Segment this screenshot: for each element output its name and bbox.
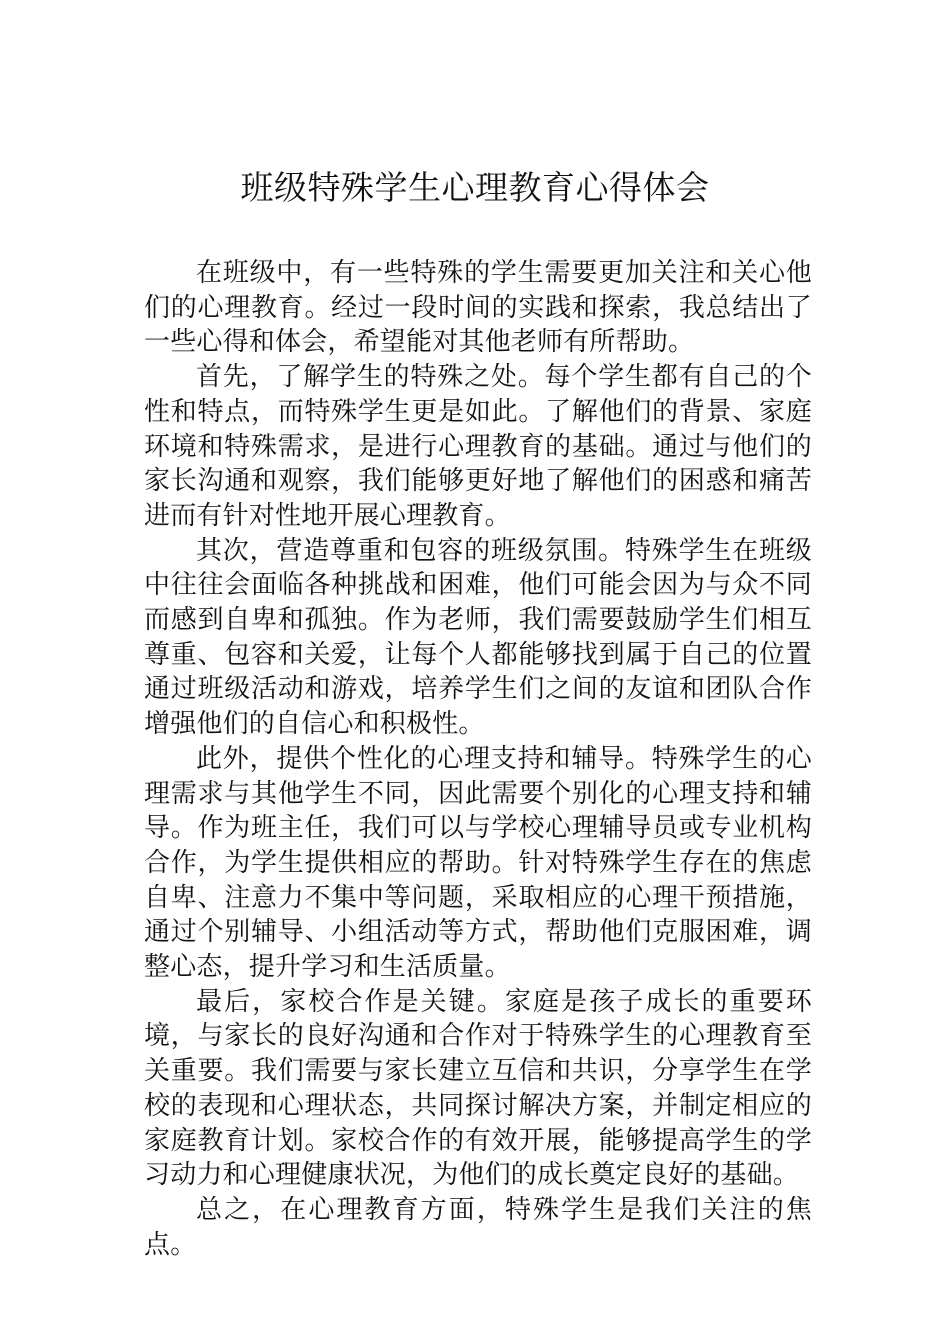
paragraph-fourth: 最后，家校合作是关键。家庭是孩子成长的重要环境，与家长的良好沟通和合作对于特殊学生的心理教育至关重要。我们需要与家长建立互信和共识，分享学生在学校的表现和心理状态，共同探讨解决方案，并制定相应的家庭教育计划。家校合作的有效开展，能够提高学生的学习动力和心理健康状况，为他们的成长奠定良好的基础。	[144, 986, 812, 1191]
paragraph-conclusion: 总之，在心理教育方面，特殊学生是我们关注的焦点。	[144, 1194, 812, 1260]
document-title: 班级特殊学生心理教育心得体会	[240, 168, 710, 207]
paragraph-intro: 在班级中，有一些特殊的学生需要更加关注和关心他们的心理教育。经过一段时间的实践和探索，我总结出了一些心得和体会，希望能对其他老师有所帮助。	[144, 258, 812, 358]
document-body	[144, 256, 812, 1262]
paragraph-second: 其次，营造尊重和包容的班级氛围。特殊学生在班级中往往会面临各种挑战和困难，他们可能会因为与众不同而感到自卑和孤独。作为老师，我们需要鼓励学生们相互尊重、包容和关爱，让每个人都能够找到属于自己的位置通过班级活动和游戏，培养学生们之间的友谊和团队合作增强他们的自信心和积极性。	[144, 535, 812, 740]
paragraph-third: 此外，提供个性化的心理支持和辅导。特殊学生的心理需求与其他学生不同，因此需要个别化的心理支持和辅导。作为班主任，我们可以与学校心理辅导员或专业机构合作，为学生提供相应的帮助。针对特殊学生存在的焦虑自卑、注意力不集中等问题，采取相应的心理干预措施，通过个别辅导、小组活动等方式，帮助他们克服困难，调整心态，提升学习和生活质量。	[144, 743, 812, 983]
paragraph-first: 首先，了解学生的特殊之处。每个学生都有自己的个性和特点，而特殊学生更是如此。了解他们的背景、家庭环境和特殊需求，是进行心理教育的基础。通过与他们的家长沟通和观察，我们能够更好地了解他们的困惑和痛苦进而有针对性地开展心理教育。	[144, 362, 812, 531]
